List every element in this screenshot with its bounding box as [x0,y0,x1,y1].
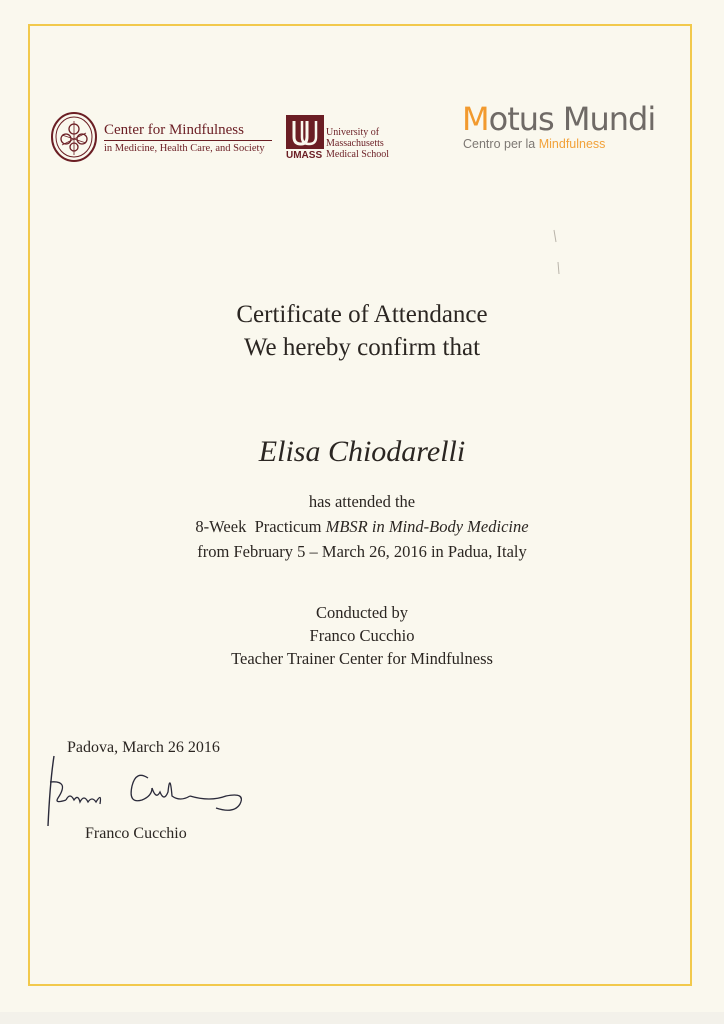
motus-tagline [463,137,605,151]
paper-mark [552,228,562,278]
conducted-block [0,601,724,670]
scan-edge [0,1012,724,1024]
umass-emblem-icon [286,115,324,149]
course-details [0,489,724,564]
motus-name [462,100,655,138]
place-date: Padova, March 26 2016 [67,739,220,756]
umass-text [326,127,389,160]
umass-line-1: University of [326,127,380,138]
umass-wordmark: UMASS [286,150,323,161]
motus-tagline-prefix: Centro per la [463,137,539,151]
course-name: MBSR in Mind-Body Medicine [325,517,529,536]
recipient-name: Elisa Chiodarelli [258,435,466,468]
motus-tagline-highlight: Mindfulness [538,137,606,151]
dates-line: from February 5 – March 26, 2016 in Padua, Italy [197,542,527,561]
umass-line-2: Massachusetts [326,138,384,149]
conducted-label: Conducted by [315,603,409,622]
cfm-logo [50,111,280,167]
umass-logo [286,115,406,165]
cfm-title: Center for Mindfulness [104,122,244,138]
instructor-name: Franco Cucchio [309,626,415,645]
motus-mundi-logo [462,100,692,160]
instructor-role: Teacher Trainer Center for Mindfulness [231,649,493,668]
umass-line-3: Medical School [326,149,390,160]
cfm-divider [104,140,272,141]
cfm-subtitle: in Medicine, Health Care, and Society [104,143,265,154]
handwritten-signature [40,752,250,832]
motus-initial: M [462,100,489,138]
certificate-title: Certificate of Attendance [236,301,488,328]
attended-line: has attended the [308,492,416,511]
flower-seal-icon [50,111,98,163]
certificate-heading [0,298,724,364]
confirm-line: We hereby confirm that [243,334,481,361]
motus-name-rest: otus Mundi [488,100,656,138]
signer-name: Franco Cucchio [85,825,187,842]
course-line [0,514,724,539]
course-prefix: 8-Week Practicum [195,517,326,536]
